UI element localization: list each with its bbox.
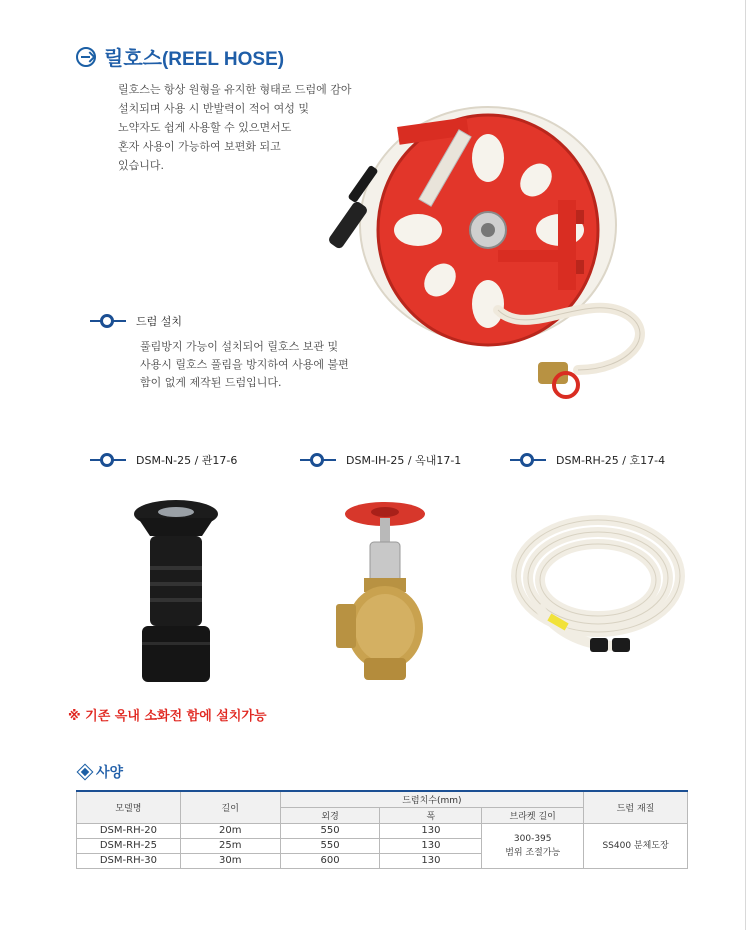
drum-desc-line: 사용시 릴호스 풀림을 방지하여 사용에 불편 <box>140 358 349 371</box>
spec-heading <box>80 762 123 782</box>
header-outer-dia: 외경 <box>280 807 380 823</box>
cell-outer-dia: 600 <box>280 853 380 868</box>
cell-length: 20m <box>180 823 280 838</box>
intro-line: 혼자 사용이 가능하여 보편화 되고 <box>118 140 281 153</box>
cell-model: DSM-RH-25 <box>77 838 181 853</box>
bullet-marker-icon <box>300 453 336 467</box>
product-label: DSM-N-25 / 관17-6 <box>136 454 238 467</box>
cell-outer-dia: 550 <box>280 823 380 838</box>
header-length: 길이 <box>180 791 280 823</box>
header-material: 드럼 재질 <box>584 791 688 823</box>
product-label: DSM-IH-25 / 옥내17-1 <box>346 454 462 467</box>
drum-install-heading <box>90 313 182 329</box>
bullet-marker-icon <box>510 453 546 467</box>
installation-note: ※ 기존 옥내 소화전 함에 설치가능 <box>68 709 267 724</box>
diamond-icon <box>78 765 92 779</box>
product-heading-hose <box>510 452 665 468</box>
table-row <box>77 823 688 838</box>
intro-line: 노약자도 쉽게 사용할 수 있으면서도 <box>118 121 292 134</box>
drum-description <box>140 338 380 392</box>
cell-length: 30m <box>180 853 280 868</box>
nozzle-image <box>128 496 224 696</box>
cell-bracket-length <box>482 823 584 868</box>
header-width: 폭 <box>380 807 482 823</box>
drum-desc-line: 함이 없게 제작된 드럼입니다. <box>140 376 282 389</box>
page-title: 릴호스(REEL HOSE) <box>104 46 285 70</box>
intro-line: 릴호스는 항상 원형을 유지한 형태로 드럼에 감아 <box>118 83 352 96</box>
drum-install-label: 드럼 설치 <box>136 315 183 328</box>
valve-image <box>330 498 440 688</box>
page-border-line <box>745 0 746 930</box>
product-label: DSM-RH-25 / 호17-4 <box>556 454 666 467</box>
spec-title: 사양 <box>96 765 124 781</box>
cell-model: DSM-RH-30 <box>77 853 181 868</box>
cell-model: DSM-RH-20 <box>77 823 181 838</box>
cell-width: 130 <box>380 823 482 838</box>
hose-coil-image <box>508 506 688 666</box>
cell-length: 25m <box>180 838 280 853</box>
section-title <box>76 42 284 71</box>
cell-material: SS400 분체도장 <box>584 823 688 868</box>
bracket-note: 범위 조절가능 <box>505 847 561 858</box>
bullet-marker-icon <box>90 314 126 328</box>
intro-line: 있습니다. <box>118 159 165 172</box>
bracket-range: 300-395 <box>513 833 552 844</box>
spec-table <box>76 790 688 869</box>
cell-width: 130 <box>380 838 482 853</box>
bullet-marker-icon <box>90 453 126 467</box>
arrow-circle-icon <box>76 47 96 67</box>
product-heading-nozzle <box>90 452 237 468</box>
cell-outer-dia: 550 <box>280 838 380 853</box>
header-bracket-length: 브라켓 길이 <box>482 807 584 823</box>
cell-width: 130 <box>380 853 482 868</box>
header-model: 모델명 <box>77 791 181 823</box>
product-heading-valve <box>300 452 461 468</box>
header-drum-dims: 드럼치수(mm) <box>280 791 583 807</box>
drum-desc-line: 풀림방지 가능이 설치되어 릴호스 보관 및 <box>140 340 339 353</box>
intro-line: 설치되며 사용 시 반발력이 적어 여성 및 <box>118 102 309 115</box>
